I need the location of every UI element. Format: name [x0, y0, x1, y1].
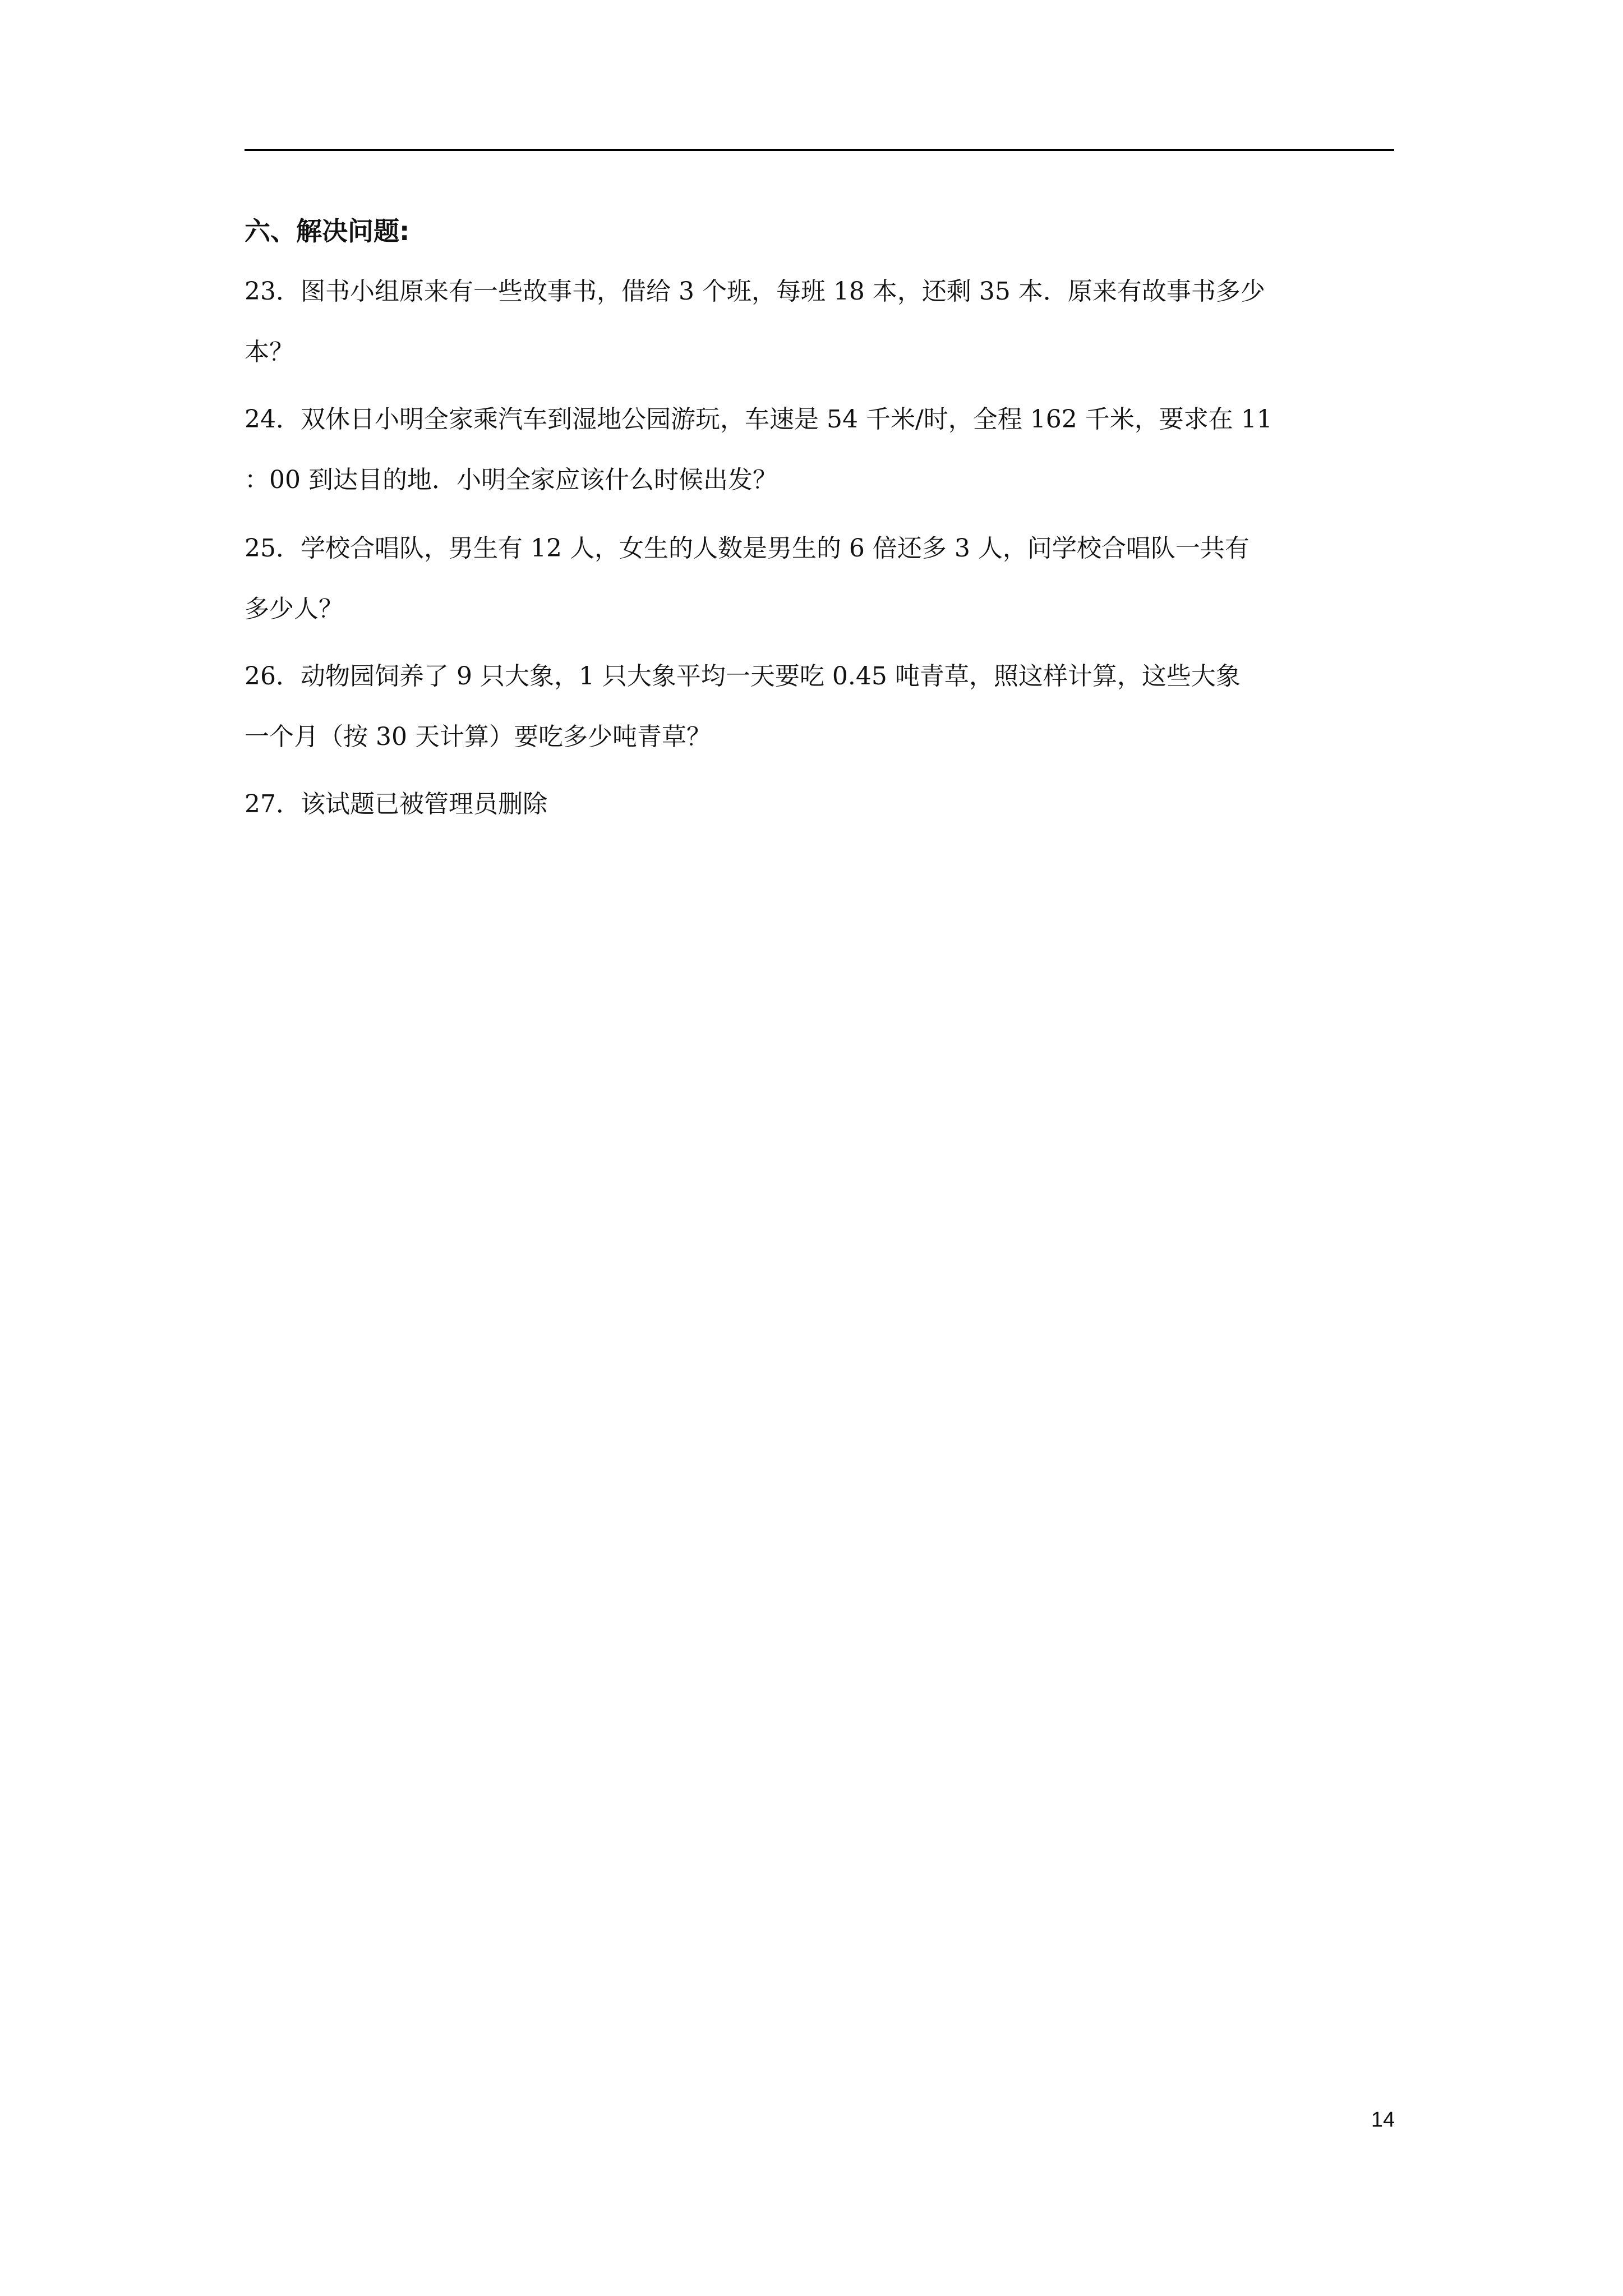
question-text-line: 一个月（按 30 天计算）要吃多少吨青草？	[245, 723, 711, 751]
page-number: 14	[1371, 2108, 1395, 2132]
question-text-line: 25．学校合唱队，男生有 12 人，女生的人数是男生的 6 倍还多 3 人，问学校合唱队一共有	[245, 534, 1249, 563]
question-text-line: 23．图书小组原来有一些故事书，借给 3 个班，每班 18 本，还剩 35 本．原来有故事书多少	[245, 277, 1265, 306]
section-heading: 六、解决问题:	[245, 216, 410, 246]
question-text-line: 本？	[245, 338, 294, 366]
header-rule	[245, 149, 1394, 151]
question-text-line: 多少人？	[245, 595, 343, 623]
question-text-line: 27．该试题已被管理员删除	[245, 790, 547, 818]
question-text-line: 24．双休日小明全家乘汽车到湿地公园游玩，车速是 54 千米/时，全程 162 千米，要求在 11	[245, 405, 1272, 434]
question-text-line: 26．动物园饲养了 9 只大象，1 只大象平均一天要吃 0.45 吨青草，照这样计算，这些大象	[245, 662, 1241, 691]
question-text-line: ：00 到达目的地．小明全家应该什么时候出发？	[245, 466, 777, 494]
